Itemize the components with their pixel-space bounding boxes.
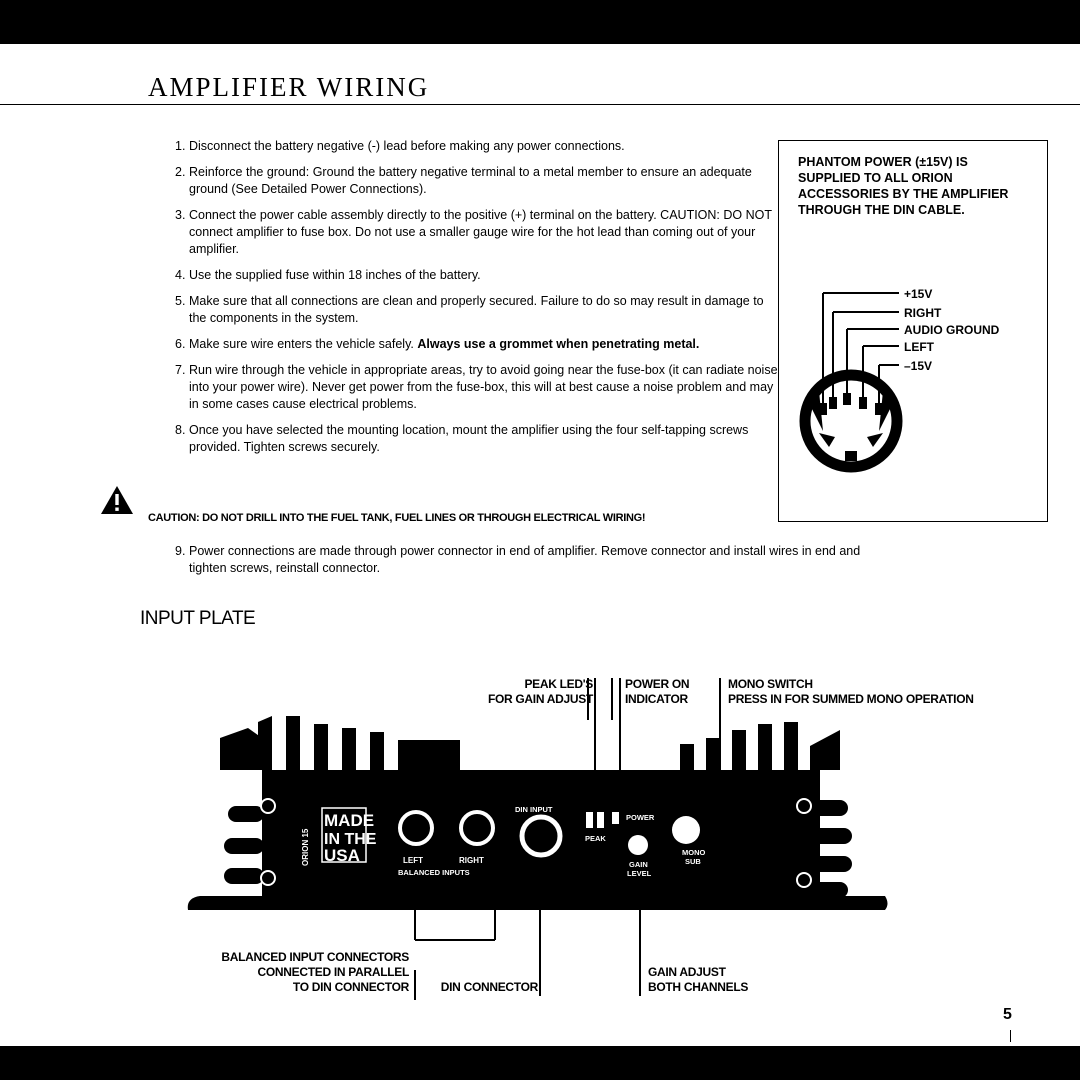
step-item: 1. Disconnect the battery negative (-) lead before making any power connections. bbox=[175, 139, 625, 153]
pin-label: AUDIO GROUND bbox=[904, 323, 1000, 337]
mono-switch-label: MONO SWITCH PRESS IN FOR SUMMED MONO OPERATION bbox=[728, 677, 974, 706]
din-input-label: DIN INPUT bbox=[515, 805, 553, 814]
gain-adjust-label: GAIN ADJUST BOTH CHANNELS bbox=[648, 965, 749, 994]
page-title: AMPLIFIER WIRING bbox=[148, 72, 430, 102]
bottom-black-bar bbox=[0, 1046, 1080, 1080]
phantom-power-note: PHANTOM POWER (±15V) IS SUPPLIED TO ALL ORION ACCESSORIES BY THE AMPLIFIER THROUGH THE DIN CABLE. bbox=[798, 155, 1009, 217]
power-label: POWER bbox=[626, 813, 655, 822]
pin-label: +15V bbox=[904, 287, 933, 301]
peak-leds-label: PEAK LED'S FOR GAIN ADJUST bbox=[487, 677, 593, 706]
in-the-label: IN THE bbox=[324, 831, 377, 848]
page-number: 5 bbox=[1003, 1006, 1012, 1023]
step-item: 5. Make sure that all connections are clean and properly secured. Failure to do so may result in damage to the components in the system. bbox=[175, 294, 764, 325]
title-rule bbox=[0, 104, 1080, 105]
wiring-steps-list bbox=[175, 138, 780, 465]
caution-text: CAUTION: DO NOT DRILL INTO THE FUEL TANK, FUEL LINES OR THROUGH ELECTRICAL WIRING! bbox=[148, 512, 646, 524]
din-connector-label: DIN CONNECTOR bbox=[440, 980, 538, 994]
gain-label: GAIN bbox=[629, 860, 648, 869]
step-item: 6. Make sure wire enters the vehicle safely. Always use a grommet when penetrating metal. bbox=[175, 337, 700, 351]
step-item: 3. Connect the power cable assembly directly to the positive (+) terminal on the battery. CAUTION: DO NOT connect amplifier to fuse box. Do not use a smaller gauge wire for the hot lead than coming out of your amplifier. bbox=[175, 208, 772, 256]
warning-icon bbox=[100, 485, 134, 515]
step-item: 2. Reinforce the ground: Ground the battery negative terminal to a metal member to ensure an adequate ground (See Detailed Power Connections). bbox=[175, 165, 752, 196]
brand-label: ORION 15 bbox=[301, 828, 310, 866]
power-on-label: POWER ON INDICATOR bbox=[625, 677, 690, 706]
step-item: 8. Once you have selected the mounting location, mount the amplifier using the four self-tapping screws provided. Tighten screws securely. bbox=[175, 423, 749, 454]
left-input-label: LEFT bbox=[403, 856, 423, 865]
balanced-connectors-label: BALANCED INPUT CONNECTORS CONNECTED IN PARALLEL TO DIN CONNECTOR bbox=[221, 950, 409, 994]
level-label: LEVEL bbox=[627, 869, 652, 878]
step-item: 4. Use the supplied fuse within 18 inches of the battery. bbox=[175, 268, 481, 282]
pin-label: LEFT bbox=[904, 340, 934, 354]
input-plate-heading: INPUT PLATE bbox=[140, 608, 256, 629]
pin-label: –15V bbox=[904, 359, 933, 373]
pin-label: RIGHT bbox=[904, 306, 942, 320]
balanced-inputs-label: BALANCED INPUTS bbox=[398, 868, 470, 877]
step-item: 7. Run wire through the vehicle in appropriate areas, try to avoid going near the fuse-box (it can radiate noise into your power wire). Never get power from the fuse-box, this will at best cause a noise problem and may in some cases cause electrical problems. bbox=[175, 363, 778, 411]
amplifier-input-plate bbox=[0, 660, 1080, 1000]
made-label: MADE bbox=[324, 811, 375, 830]
peak-label: PEAK bbox=[585, 834, 606, 843]
din-pinout-diagram bbox=[779, 141, 1047, 521]
sub-label: SUB bbox=[685, 857, 701, 866]
top-black-bar bbox=[0, 0, 1080, 44]
step-item: 9. Power connections are made through power connector in end of amplifier. Remove connector and install wires in end and tighten screws, reinstall connector. bbox=[175, 544, 861, 575]
phantom-power-box bbox=[778, 140, 1048, 522]
mono-label: MONO bbox=[682, 848, 706, 857]
grommet-warning: Always use a grommet when penetrating metal. bbox=[417, 337, 700, 351]
page-number-tick bbox=[1010, 1030, 1011, 1042]
right-input-label: RIGHT bbox=[459, 856, 484, 865]
usa-label: USA bbox=[324, 846, 360, 865]
